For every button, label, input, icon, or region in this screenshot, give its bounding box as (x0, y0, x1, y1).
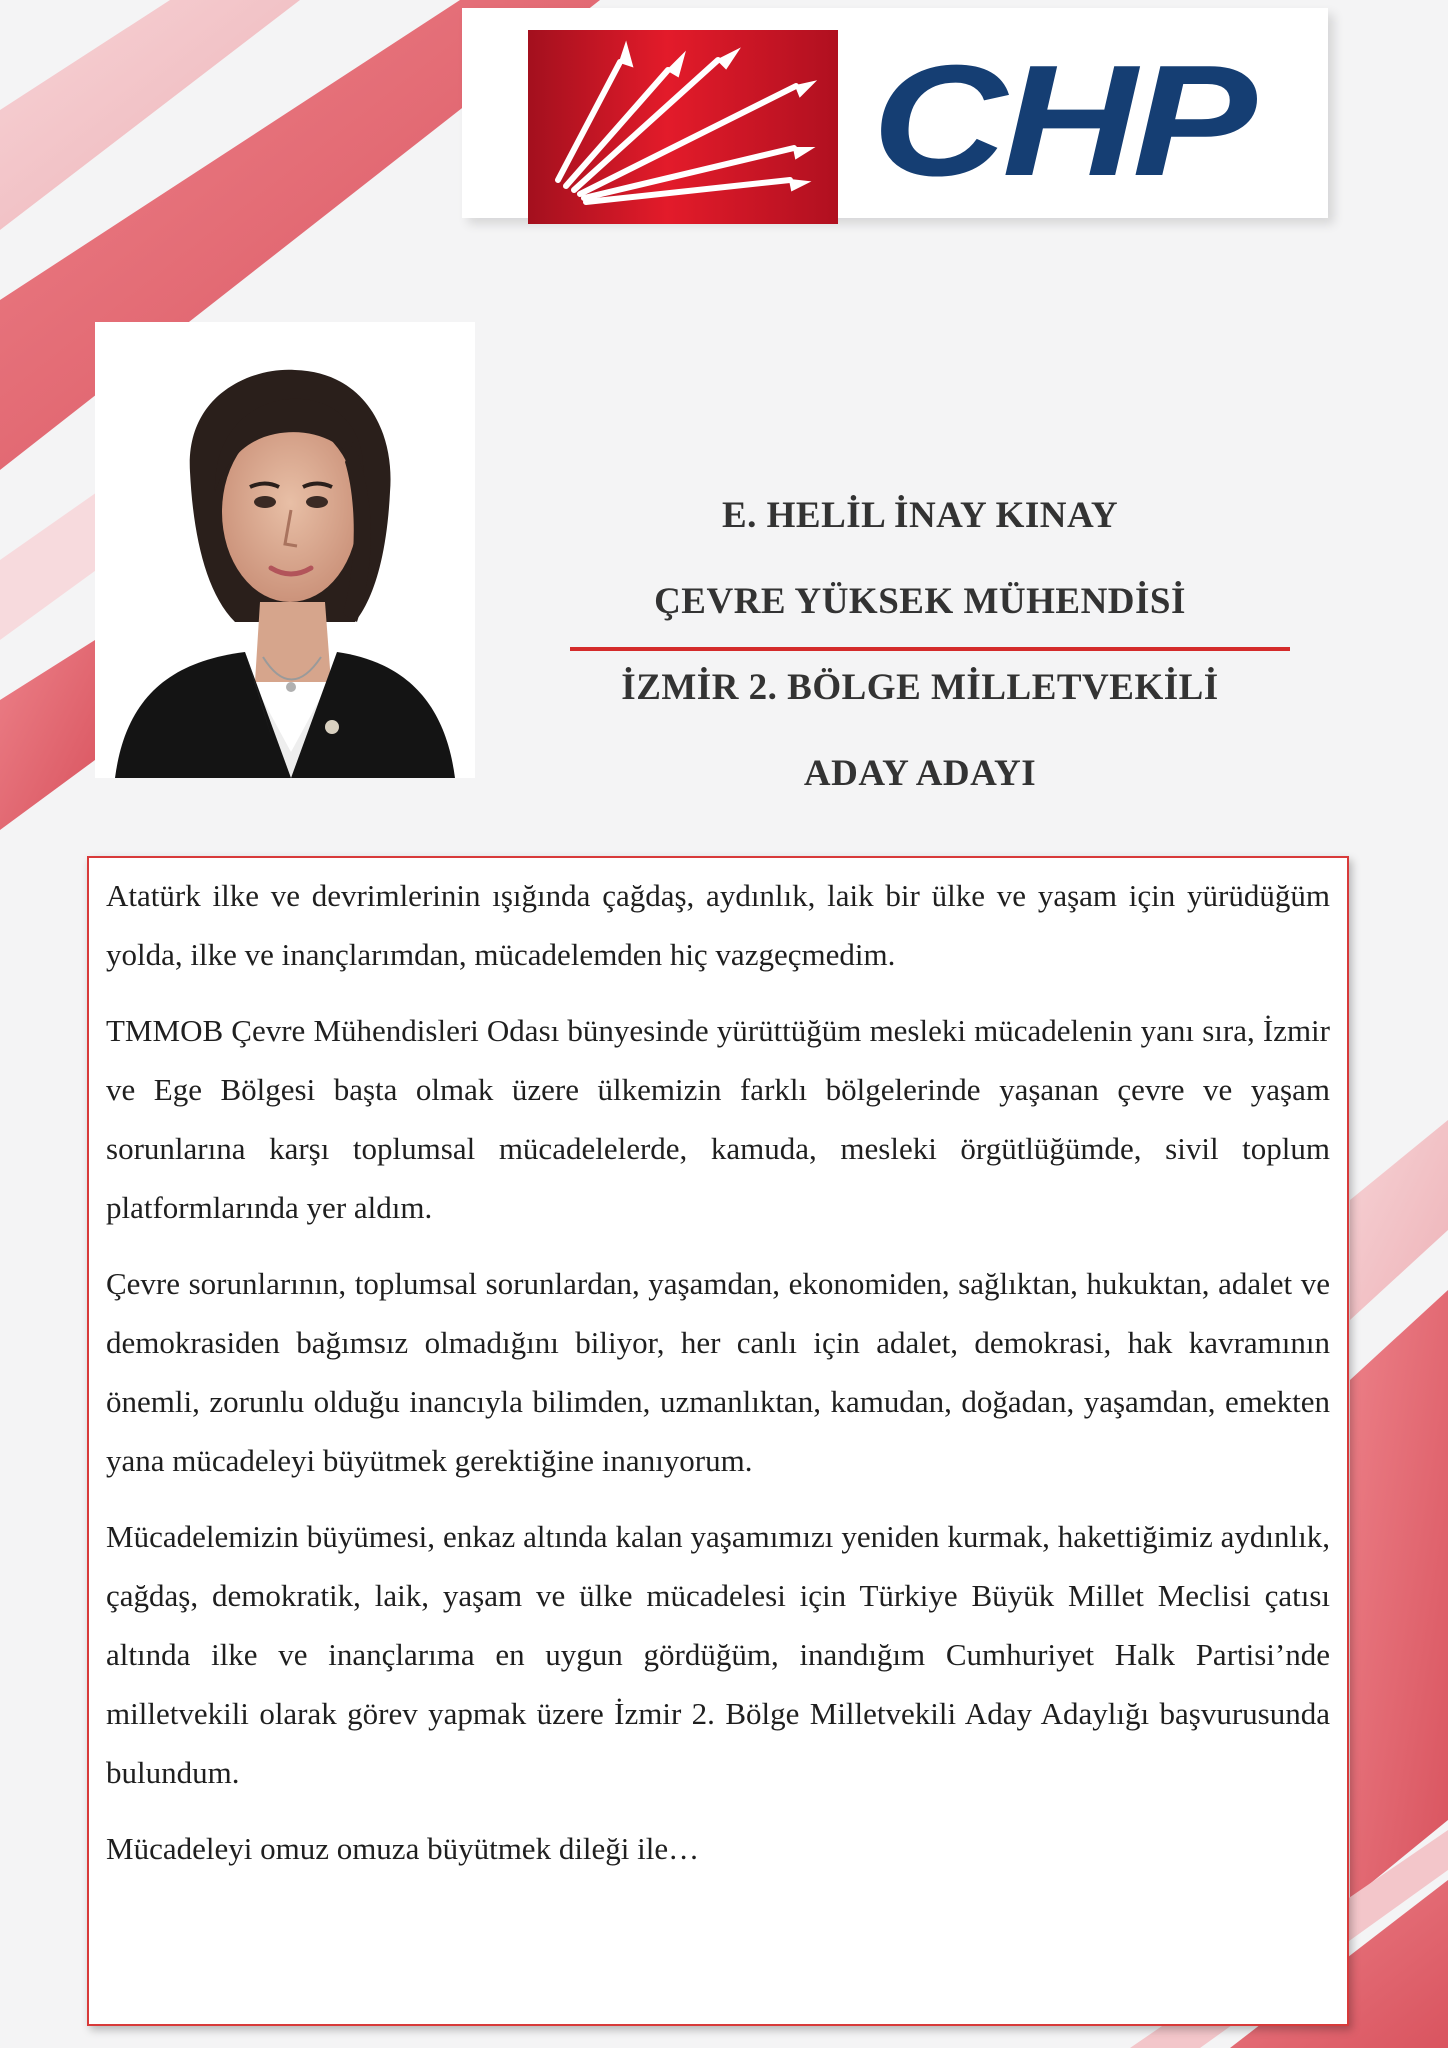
candidate-name: E. HELİL İNAY KINAY (721, 495, 1119, 536)
six-arrows-emblem-icon (528, 30, 838, 224)
statement-paragraph-4: Mücadelemizin büyümesi, enkaz altında kalan yaşamımızı yeniden kurmak, hakettiğimiz aydınlık, çağdaş, demokratik, laik, yaşam ve ülke mücadelesi için Türkiye Büyük Millet Meclisi çatısı altında ilke ve inançlarıma en uygun gördüğüm, inandığım Cumhuriyet Halk Partisi’nde milletvekili olarak görev yapmak üzere İzmir 2. Bölge Milletvekili Aday Adaylığı başvurusunda bulundum. (106, 1519, 1330, 1790)
party-logo-banner (462, 8, 1328, 218)
statement-box (87, 856, 1349, 2026)
heading-divider (570, 647, 1290, 651)
candidate-portrait (95, 322, 475, 778)
party-name: CHP (872, 33, 1258, 209)
portrait-illustration (95, 322, 475, 778)
statement-paragraph-2: TMMOB Çevre Mühendisleri Odası bünyesinde yürüttüğüm mesleki mücadelenin yanı sıra, İzmir ve Ege Bölgesi başta olmak üzere ülkemizin farklı bölgelerinde yaşanan çevre ve yaşam sorunlarına karşı toplumsal mücadelelerde, kamuda, mesleki örgütlüğümde, sivil toplum platformlarında yer aldım. (106, 1013, 1330, 1225)
stripe-left-pink (0, 640, 95, 830)
stripe-right-light (1350, 1120, 1448, 1320)
stripe-right-pink (1350, 1290, 1448, 1900)
candidate-title: ÇEVRE YÜKSEK MÜHENDİSİ (654, 581, 1186, 622)
statement-closing: Mücadeleyi omuz omuza büyütmek dileği ile… (106, 1831, 700, 1866)
statement-paragraph-1: Atatürk ilke ve devrimlerinin ışığında çağdaş, aydınlık, laik bir ülke ve yaşam için yürüdüğüm yolda, ilke ve inançlarımdan, mücadelemden hiç vazgeçmedim. (106, 878, 1330, 972)
statement-paragraph-3: Çevre sorunlarının, toplumsal sorunlardan, yaşamdan, ekonomiden, sağlıktan, hukuktan, adalet ve demokrasiden bağımsız olmadığını biliyor, her canlı için adalet, demokrasi, hak kavramının önemli, zorunlu olduğu inancıyla bilimden, uzmanlıktan, kamudan, doğadan, yaşamdan, emekten yana mücadeleyi büyütmek gerektiğine inanıyorum. (106, 1266, 1330, 1478)
candidate-role: ADAY ADAYI (803, 753, 1037, 794)
party-wordmark (862, 20, 1262, 220)
candidate-seat: İZMİR 2. BÖLGE MİLLETVEKİLİ (621, 667, 1219, 708)
